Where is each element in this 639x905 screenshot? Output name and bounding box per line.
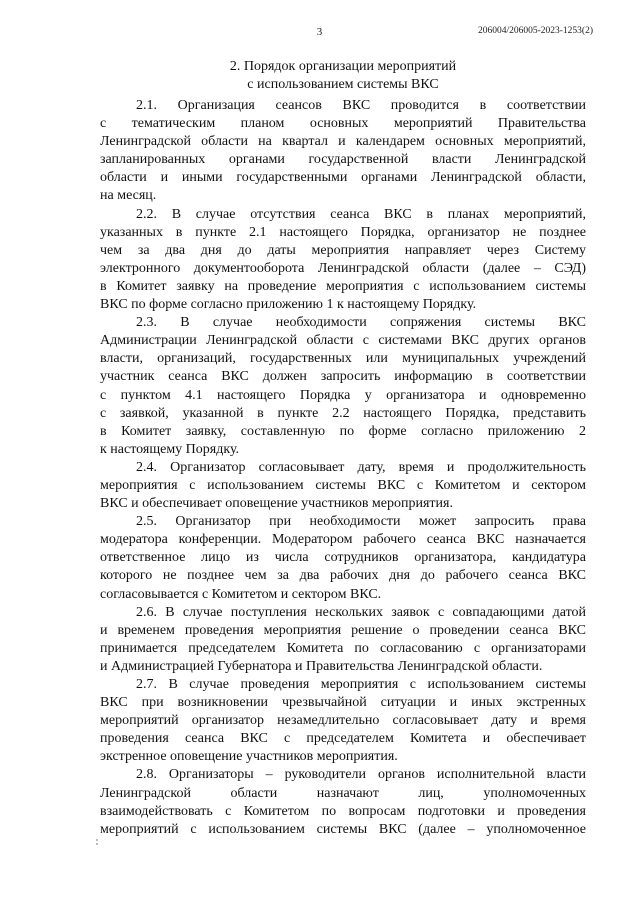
paragraph-line: Ленинградской области назначают лиц, уполномоченных <box>100 785 586 801</box>
paragraph-line: с тематическим планом основных мероприятий Правительства <box>100 116 586 132</box>
paragraph-line: мероприятий организатор незамедлительно согласовывает дату и время <box>100 713 586 729</box>
paragraph-line: 2.4. Организатор согласовывает дату, время и продолжительность <box>136 459 586 475</box>
paragraph-line: области и иными государственными органами Ленинградской области, <box>100 170 586 186</box>
paragraph-line: указанных в пункте 2.1 настоящего Порядка, организатор не позднее <box>100 224 586 240</box>
paragraph-line: запланированных органами государственной власти Ленинградской <box>100 152 586 168</box>
paragraph-line: модератора конференции. Модератором рабочего сеанса ВКС назначается <box>100 532 586 548</box>
paragraph-line: ВКС по форме согласно приложению 1 к настоящему Порядку. <box>100 297 477 313</box>
paragraph <box>100 513 586 603</box>
paragraph-line: ответственное лицо из числа сотрудников организатора, кандидатура <box>100 550 586 566</box>
paragraph-line: проведения сеанса ВКС с председателем Комитета и обеспечивает <box>100 731 586 747</box>
section-heading-line: с использованием системы ВКС <box>247 77 439 92</box>
paragraph-line: с заявкой, указанной в пункте 2.2 настоящего Порядка, представить <box>100 405 586 421</box>
paragraph <box>100 206 586 315</box>
section-heading-line: 2. Порядок организации мероприятий <box>229 59 457 74</box>
paragraph-line: к настоящему Порядку. <box>100 441 240 457</box>
paragraph-line: электронного документооборота Ленинградской области (далее – СЭД) <box>100 260 586 276</box>
paragraph-line: 2.7. В случае проведения мероприятия с использованием системы <box>136 677 586 692</box>
paragraph-line: в Комитет заявку на проведение мероприятия с использованием системы <box>100 278 586 294</box>
paragraph-line: чем за два дня до даты мероприятия направляет через Систему <box>100 242 586 258</box>
page-number: 3 <box>316 26 323 38</box>
paragraph-line: участник сеанса ВКС должен запросить информацию в соответствии <box>100 369 586 385</box>
paragraph-line: мероприятий с использованием системы ВКС (далее – уполномоченное <box>100 821 586 837</box>
paragraph-line: Администрации Ленинградской области с системами ВКС других органов <box>100 333 586 349</box>
paragraph <box>100 676 586 766</box>
paragraph-line: ВКС и обеспечивает оповещение участников мероприятия. <box>100 496 453 512</box>
paragraph <box>100 97 586 206</box>
section-heading <box>100 58 586 94</box>
paragraph-line: которого не позднее чем за два рабочих дня до рабочего сеанса ВКС <box>100 568 586 584</box>
paragraph-line: 2.1. Организация сеансов ВКС проводится в соответствии <box>136 98 586 113</box>
paragraph <box>100 314 586 459</box>
paragraph-line: Ленинградской области на квартал и календарем основных мероприятий, <box>100 134 586 150</box>
section-body <box>100 97 586 839</box>
document-id: 206004/206005-2023-1253(2) <box>477 26 593 36</box>
paragraph-line: взаимодействовать с Комитетом по вопросам подготовки и проведения <box>100 803 586 819</box>
paragraph-line: ВКС при возникновении чрезвычайной ситуации и иных экстренных <box>100 695 586 711</box>
paragraph-line: экстренное оповещение участников мероприятия. <box>100 749 398 765</box>
paragraph-line: на месяц. <box>100 188 157 204</box>
paragraph-line: принимается председателем Комитета по согласованию с организаторами <box>100 640 586 656</box>
paragraph-line: и временем проведения мероприятия решение о проведении сеанса ВКС <box>100 622 586 638</box>
paragraph-line: 2.2. В случае отсутствия сеанса ВКС в планах мероприятий, <box>136 206 586 222</box>
paragraph-line: 2.5. Организатор при необходимости может запросить права <box>136 514 586 530</box>
paragraph-line: власти, организаций, государственных или муниципальных учреждений <box>100 351 586 367</box>
paragraph-line: 2.8. Организаторы – руководители органов исполнительной власти <box>136 767 586 783</box>
paragraph-line: 2.3. В случае необходимости сопряжения системы ВКС <box>136 315 586 331</box>
paragraph-line: мероприятия с использованием системы ВКС с Комитетом и сектором <box>100 477 586 493</box>
paragraph-line: с пунктом 4.1 настоящего Порядка у организатора и одновременно <box>100 387 586 403</box>
paragraph <box>100 766 586 838</box>
paragraph-line: 2.6. В случае поступления нескольких заявок с совпадающими датой <box>136 604 586 620</box>
paragraph-line: и Администрацией Губернатора и Правительства Ленинградской области. <box>100 658 543 674</box>
paragraph-line: согласовывается с Комитетом и сектором ВКС. <box>100 586 382 602</box>
paragraph <box>100 604 586 676</box>
scan-artifact <box>96 837 102 847</box>
paragraph-line: в Комитет заявку, составленную по форме согласно приложению 2 <box>100 423 586 439</box>
paragraph <box>100 459 586 513</box>
